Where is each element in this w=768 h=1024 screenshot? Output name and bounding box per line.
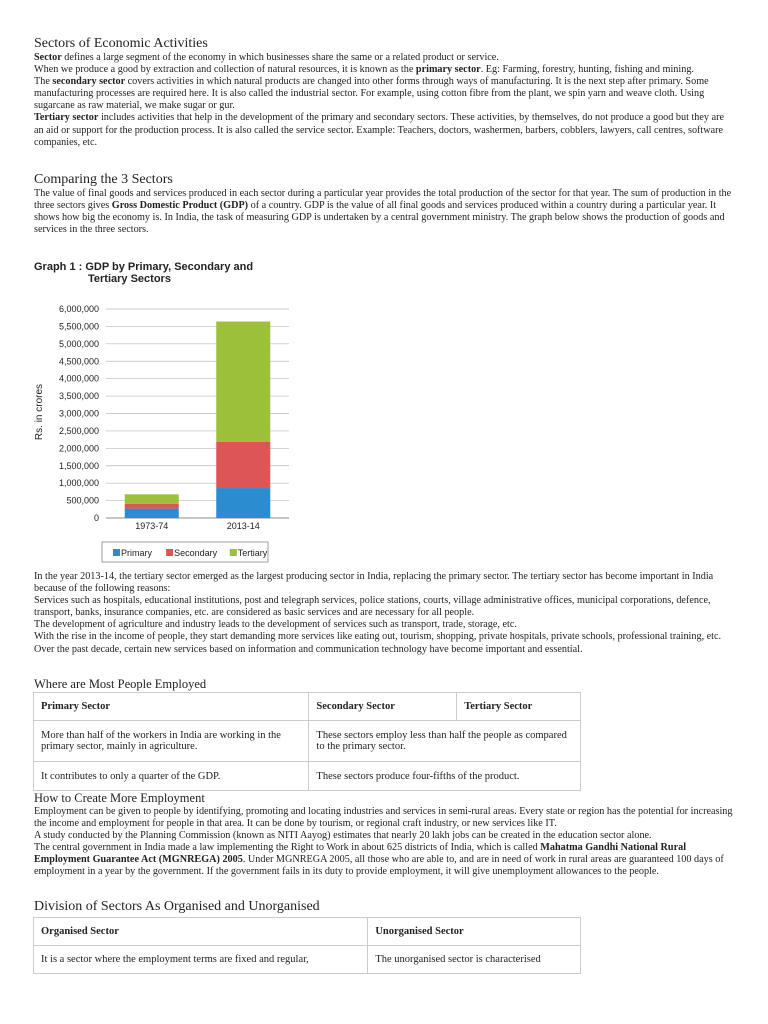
paragraph-niti-study: A study conducted by the Planning Commission (known as NITI Aayog) estimates that nearly 20 lakh jobs can be created in the education sector alone. — [34, 830, 652, 842]
section-title-sectors: Sectors of Economic Activities — [34, 36, 208, 51]
y-tick-label: 5,500,000 — [58, 321, 99, 332]
paragraph-basic-services: Services such as hospitals, educational institutions, post and telegraph services, police stations, courts, village administrative offices, municipal corporations, defence, transport, banks, insurance companies, etc. are considered as basic services and are necessary for all people. — [34, 595, 711, 619]
table-cell: The unorganised sector is characterised — [368, 946, 581, 974]
paragraph-primary-sector: When we produce a good by extraction and collection of natural resources, it is known as the primary sector. Eg: Farming, forestry, hunting, fishing and mining. — [34, 64, 694, 76]
paragraph-secondary-sector: The secondary sector covers activities in which natural products are changed into other forms through ways of manufacturing. It is the next step after primary. Some manufacturing processes are required here. It is also called the industrial sector. For example, using cotton fibre from the plant, we spin yarn and weave cloth. Using sugarcane as raw material, we make sugar or gur. — [34, 76, 709, 112]
y-tick-label: 2,500,000 — [58, 425, 99, 436]
y-tick-label: 6,000,000 — [58, 304, 99, 314]
chart-title-line1: Graph 1 : GDP by Primary, Secondary and — [34, 261, 254, 273]
section-title-comparing: Comparing the 3 Sectors — [34, 172, 173, 187]
chart-bars — [125, 322, 271, 518]
paragraph-tertiary-largest: In the year 2013-14, the tertiary sector emerged as the largest producing sector in India, replacing the primary sector. The tertiary sector has become important in India because of the following reasons: — [34, 571, 714, 595]
section-create-employment-body — [34, 806, 734, 879]
table-cell: It is a sector where the employment terms are fixed and regular, — [34, 946, 368, 974]
x-tick-label: 1973-74 — [135, 521, 169, 531]
section-title-create-employment: How to Create More Employment — [34, 791, 205, 805]
y-tick-label: 3,500,000 — [58, 391, 99, 402]
legend-label-tertiary: Tertiary — [237, 548, 268, 558]
gdp-chart-svg — [34, 258, 294, 568]
bold-term-secondary: secondary sector — [52, 76, 126, 88]
table-header-cell: Tertiary Sector — [457, 693, 581, 721]
table-header-cell: Primary Sector — [34, 693, 309, 721]
paragraph-ict-services: Over the past decade, certain new services based on information and communication technology have become important and essential. — [34, 643, 583, 655]
bar-secondary-1973-74 — [125, 504, 179, 509]
section-tertiary-reasons — [34, 571, 734, 656]
y-tick-label: 0 — [93, 513, 99, 523]
table-header-cell: Organised Sector — [34, 918, 368, 946]
y-tick-label: 3,000,000 — [58, 408, 99, 419]
paragraph-income-rise: With the rise in the income of people, they start demanding more services like eating out, tourism, shopping, private hospitals, private schools, professional training, etc. — [34, 631, 722, 643]
y-tick-label: 4,500,000 — [58, 356, 99, 367]
table-row — [34, 762, 581, 791]
chart-legend — [102, 542, 268, 562]
legend-swatch-tertiary — [230, 549, 237, 556]
section-title-organised: Division of Sectors As Organised and Unorganised — [34, 899, 320, 914]
bar-primary-1973-74 — [125, 509, 179, 518]
table-cell: More than half of the workers in India are working in the primary sector, mainly in agriculture. — [34, 721, 309, 762]
table-row — [34, 721, 581, 762]
y-tick-label: 4,000,000 — [58, 373, 99, 384]
bold-term-sector: Sector — [34, 52, 62, 63]
legend-swatch-primary — [113, 549, 120, 556]
bar-primary-2013-14 — [216, 488, 270, 518]
y-tick-label: 5,000,000 — [58, 338, 99, 349]
chart-x-ticks — [135, 521, 260, 531]
organised-table — [33, 917, 581, 974]
y-tick-label: 1,000,000 — [58, 478, 99, 489]
paragraph-gdp: The value of final goods and services produced in each sector during a particular year provides the total production of the sector for that year. The sum of production in the three sectors gives Gross Domestic Product (GDP) of a country. GDP is the value of all final goods and services produced within a country during a particular year. It shows how big the economy is. In India, the task of measuring GDP is undertaken by a central government ministry. The graph below shows the production of goods and services in the three sectors. — [34, 188, 732, 236]
chart-title-line2: Tertiary Sectors — [88, 273, 171, 285]
x-tick-label: 2013-14 — [226, 521, 260, 531]
table-header-cell: Secondary Sector — [309, 693, 457, 721]
y-tick-label: 1,500,000 — [58, 460, 99, 471]
section-sectors-body — [34, 52, 734, 149]
legend-label-primary: Primary — [121, 548, 152, 558]
paragraph-semi-rural: Employment can be given to people by identifying, promoting and locating industries and services in semi-rural areas. Every state or region has the potential for increasing the income and employment for people in that area. It can be done by tourism, or regional craft industry, or new services like IT. — [34, 806, 733, 830]
bar-tertiary-1973-74 — [125, 494, 179, 503]
legend-label-secondary: Secondary — [174, 548, 218, 558]
table-cell: It contributes to only a quarter of the GDP. — [34, 762, 309, 791]
bold-term-tertiary: Tertiary sector — [34, 112, 99, 124]
table-header-cell: Unorganised Sector — [368, 918, 581, 946]
table-header-row — [34, 918, 581, 946]
section-title-employment: Where are Most People Employed — [34, 677, 207, 691]
chart-y-axis-label: Rs. in crores — [34, 383, 45, 441]
paragraph-tertiary-sector: Tertiary sector includes activities that help in the development of the primary and secondary sectors. These activities, by themselves, do not produce a good but they are an aid or support for the production process. It is also called the service sector. Example: Teachers, doctors, washermen, barbers, cobblers, lawyers, call centres, software companies, etc. — [34, 112, 725, 148]
bold-term-mgnrega: Mahatma Gandhi National Rural Employment Guarantee Act (MGNREGA) 2005 — [34, 842, 687, 866]
table-row — [34, 946, 581, 974]
paragraph-sector-definition: Sector defines a large segment of the economy in which businesses share the same or a related product or service. — [34, 52, 499, 63]
table-header-row — [34, 693, 581, 721]
section-comparing-body — [34, 188, 734, 236]
table-cell: These sectors produce four-fifths of the product. — [309, 762, 581, 791]
paragraph-agri-industry: The development of agriculture and industry leads to the development of services such as transport, trade, storage, etc. — [34, 619, 517, 631]
legend-swatch-secondary — [166, 549, 173, 556]
table-cell: These sectors employ less than half the people as compared to the primary sector. — [309, 721, 581, 762]
bold-term-gdp: Gross Domestic Product (GDP) — [111, 200, 249, 212]
bold-term-primary: primary sector — [415, 64, 481, 76]
employment-table — [33, 692, 581, 791]
bar-secondary-2013-14 — [216, 442, 270, 488]
bar-tertiary-2013-14 — [216, 322, 270, 442]
y-tick-label: 2,000,000 — [58, 443, 99, 454]
gdp-chart — [34, 258, 294, 568]
paragraph-mgnrega: The central government in India made a law implementing the Right to Work in about 625 districts of India, which is called Mahatma Gandhi National Rural Employment Guarantee Act (MGNREGA) 2005. Under MGNREGA 2005, all those who are able to, and are in need of work in rural areas are guaranteed 100 days of employment in a year by the government. If the government fails in its duty to provide employment, it will give unemployment allowances to the people. — [34, 842, 724, 878]
chart-y-ticks — [59, 304, 99, 523]
y-tick-label: 500,000 — [66, 495, 99, 506]
